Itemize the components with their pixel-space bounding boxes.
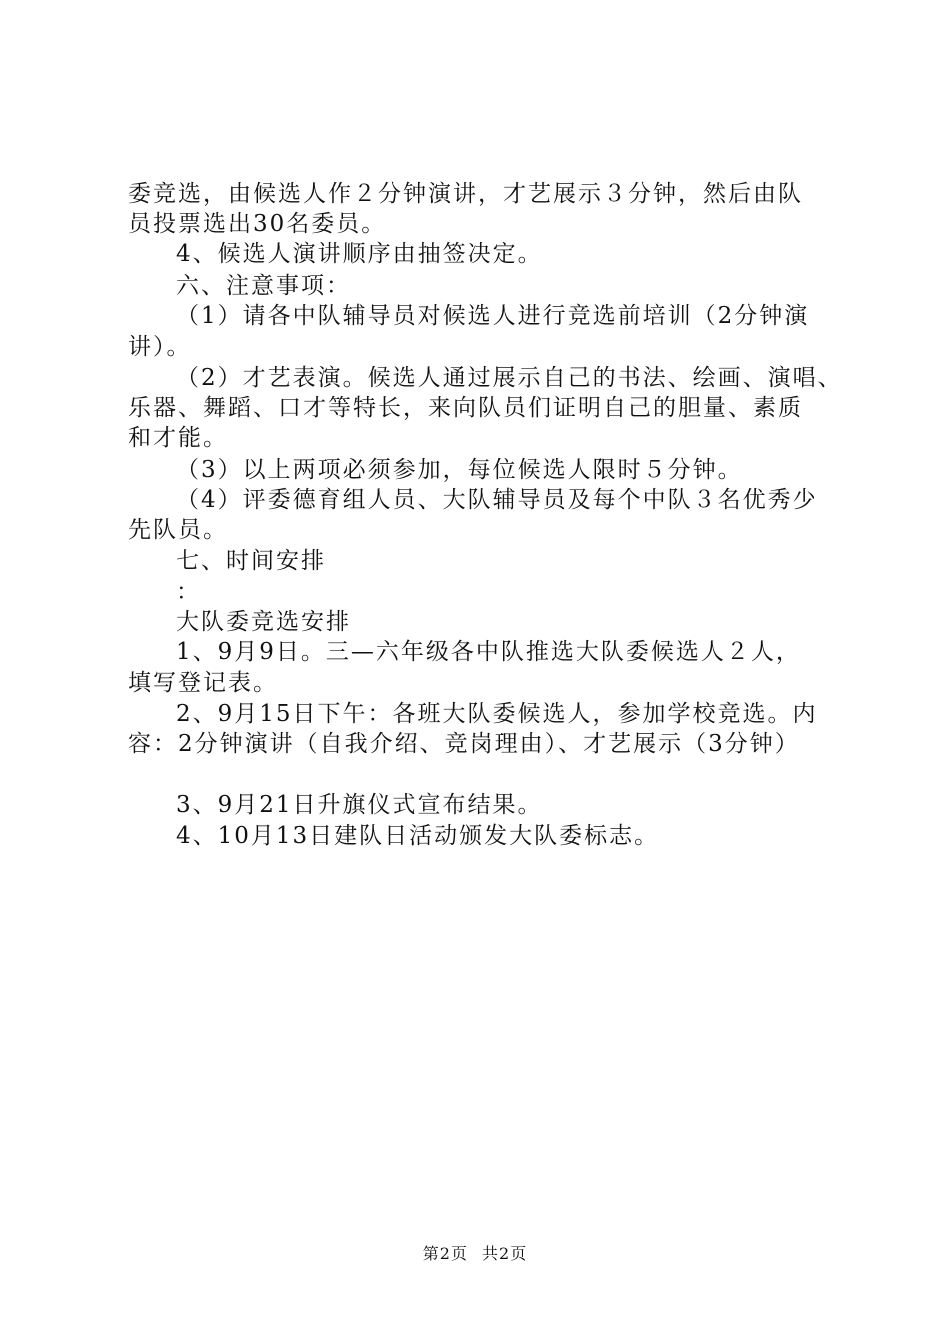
text-line: 4、10月13日建队日活动颁发大队委标志。 [176, 823, 660, 849]
text-line: （3）以上两项必须参加，每位候选人限时５分钟。 [176, 457, 743, 483]
text-line: （2）才艺表演。候选人通过展示自己的书法、绘画、演唱、 [176, 365, 843, 391]
text-line: 4、候选人演讲顺序由抽签决定。 [176, 241, 543, 267]
page-total: 共2页 [482, 1244, 528, 1263]
text-line: （1）请各中队辅导员对候选人进行竞选前培训（2分钟演 [176, 303, 810, 329]
text-line: 2、9月15日下午：各班大队委候选人，参加学校竞选。内 [176, 701, 818, 727]
text-line: 填写登记表。 [128, 670, 278, 696]
text-line: 乐器、舞蹈、口才等特长，来向队员们证明自己的胆量、素质 [128, 395, 803, 421]
text-line: 容：2分钟演讲（自我介绍、竞岗理由）、才艺展示（3分钟） [128, 731, 800, 757]
text-line: 委竞选，由候选人作２分钟演讲，才艺展示３分钟，然后由队 [128, 181, 803, 207]
text-line: ： [176, 579, 201, 605]
text-line: 员投票选出30名委员。 [128, 211, 387, 237]
text-line: 3、9月21日升旗仪式宣布结果。 [176, 792, 543, 818]
section-heading: 六、注意事项： [176, 273, 351, 299]
text-line: 讲）。 [128, 334, 192, 360]
text-line: （4）评委德育组人员、大队辅导员及每个中队３名优秀少 [176, 487, 818, 513]
page-footer [0, 1244, 950, 1264]
text-line: 1、9月9日。三—六年级各中队推选大队委候选人２人， [176, 639, 801, 665]
subheading: 大队委竞选安排 [176, 609, 351, 635]
text-line: 先队员。 [128, 517, 228, 543]
page-number: 第2页 [422, 1244, 468, 1263]
text-line: 和才能。 [128, 425, 228, 451]
section-heading: 七、时间安排 [176, 548, 326, 574]
